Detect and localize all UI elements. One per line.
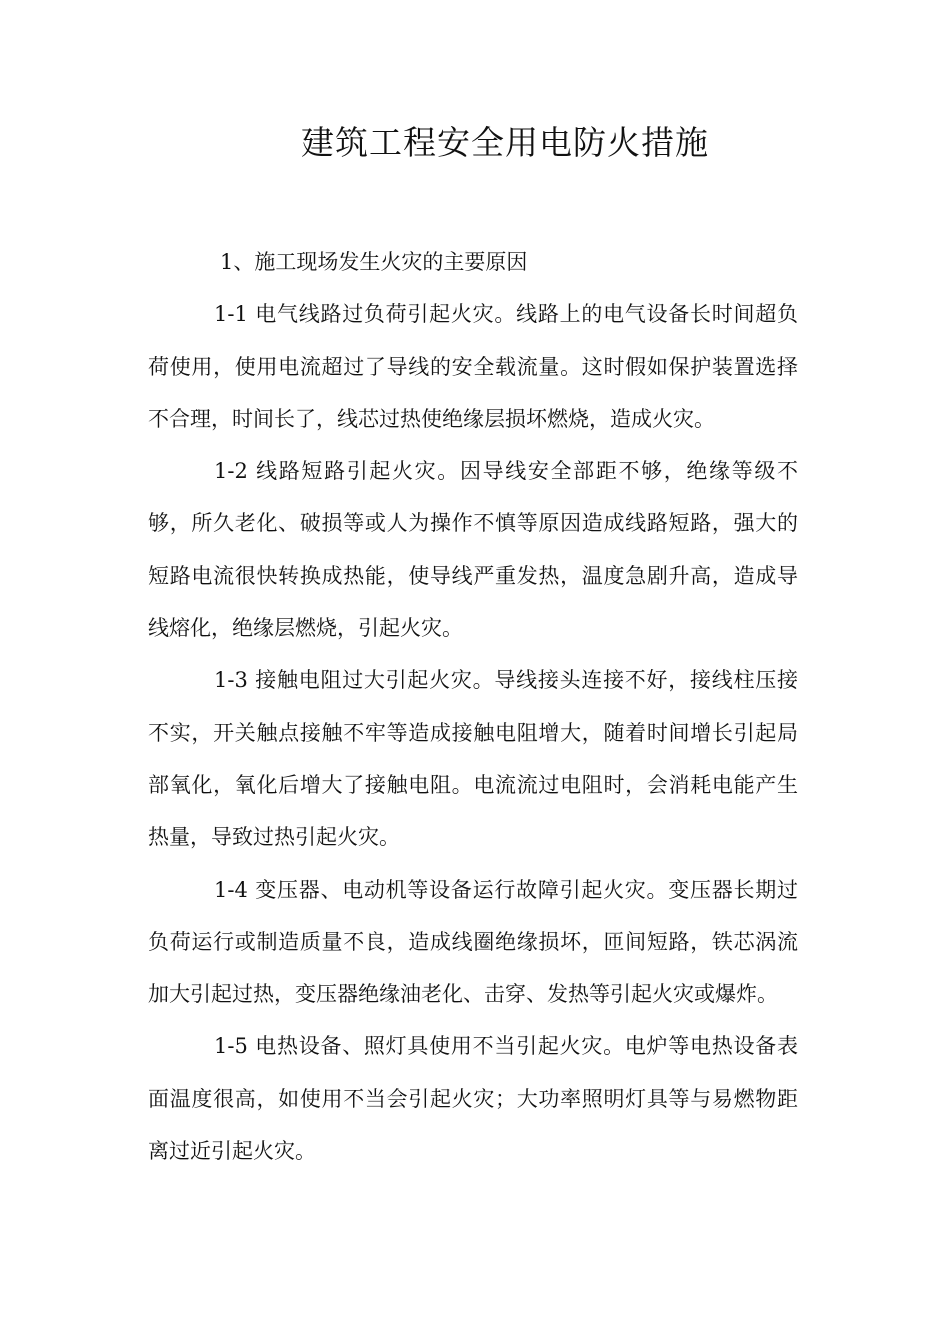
paragraph-1-3: 1-3 接触电阻过大引起火灾。导线接头连接不好，接线柱压接不实，开关触点接触不牢等造成接触电阻增大，随着时间增长引起局部氧化，氧化后增大了接触电阻。电流流过电阻时，会消耗电能产生热量，导致过热引起火灾。 [148,668,798,850]
document-title: 建筑工程安全用电防火措施 [301,123,709,162]
section-heading: 1、施工现场发生火灾的主要原因 [220,250,528,274]
paragraph-1-5: 1-5 电热设备、照灯具使用不当引起火灾。电炉等电热设备表面温度很高，如使用不当会引起火灾；大功率照明灯具等与易燃物距离过近引起火灾。 [148,1034,798,1164]
paragraph-1-2: 1-2 线路短路引起火灾。因导线安全部距不够，绝缘等级不够，所久老化、破损等或人为操作不慎等原因造成线路短路，强大的短路电流很快转换成热能，使导线严重发热，温度急剧升高，造成导线熔化，绝缘层燃烧，引起火灾。 [148,459,798,641]
paragraph-1-1: 1-1 电气线路过负荷引起火灾。线路上的电气设备长时间超负荷使用，使用电流超过了导线的安全载流量。这时假如保护装置选择不合理，时间长了，线芯过热使绝缘层损坏燃烧，造成火灾。 [148,302,798,431]
document-body [148,236,798,1177]
paragraph-1-4: 1-4 变压器、电动机等设备运行故障引起火灾。变压器长期过负荷运行或制造质量不良，造成线圈绝缘损坏，匝间短路，铁芯涡流加大引起过热，变压器绝缘油老化、击穿、发热等引起火灾或爆炸。 [148,877,798,1007]
